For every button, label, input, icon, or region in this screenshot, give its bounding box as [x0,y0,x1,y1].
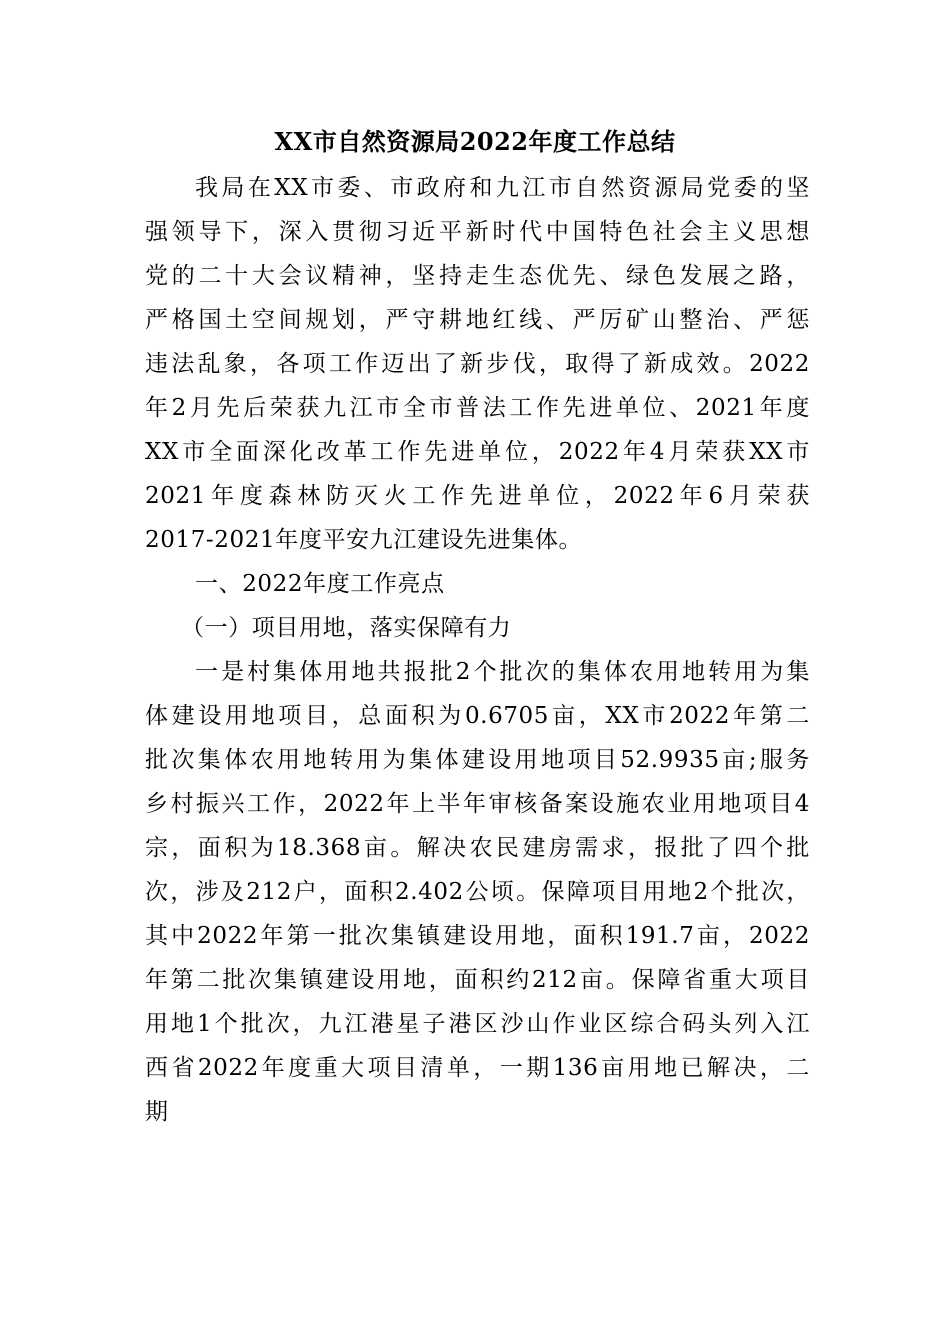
intro-line: 强领导下，深入贯彻习近平新时代中国特色社会主义思想 [145,219,810,245]
body-paragraph [145,650,810,1134]
intro-line: 年2月先后荣获九江市全市普法工作先进单位、2021年度 [145,395,810,421]
body-line: 体建设用地项目，总面积为0.6705亩，XX市2022年第二 [145,703,810,729]
intro-line: XX市全面深化改革工作先进单位，2022年4月荣获XX市 [145,439,810,465]
body-line: 其中2022年第一批次集镇建设用地，面积191.7亩，2022 [145,923,810,949]
body-line: 期 [145,1099,169,1125]
body-line: 乡村振兴工作，2022年上半年审核备案设施农业用地项目4 [145,791,810,817]
intro-line: 我局在XX市委、市政府和九江市自然资源局党委的坚 [195,175,810,201]
intro-line: 违法乱象，各项工作迈出了新步伐，取得了新成效。2022 [145,351,810,377]
intro-paragraph [145,166,810,562]
subsection-heading: （一）项目用地，落实保障有力 [181,615,512,641]
intro-line: 严格国土空间规划，严守耕地红线、严厉矿山整治、严惩 [145,307,810,333]
document-title: XX市自然资源局2022年度工作总结 [274,127,676,156]
body-line: 年第二批次集镇建设用地，面积约212亩。保障省重大项目 [145,967,810,993]
body-line: 西省2022年度重大项目清单，一期136亩用地已解决，二 [145,1055,810,1081]
section-heading: 一、2022年度工作亮点 [195,571,445,597]
body-line: 用地1个批次，九江港星子港区沙山作业区综合码头列入江 [145,1011,810,1037]
body-line: 宗，面积为18.368亩。解决农民建房需求，报批了四个批 [145,835,810,861]
intro-line: 2021年度森林防灭火工作先进单位，2022年6月荣获 [145,483,810,509]
body-line: 批次集体农用地转用为集体建设用地项目52.9935亩;服务 [145,747,810,773]
document-body [145,166,810,1134]
body-line: 一是村集体用地共报批2个批次的集体农用地转用为集 [195,659,810,685]
body-line: 次，涉及212户，面积2.402公顷。保障项目用地2个批次， [145,879,810,905]
intro-line: 2017-2021年度平安九江建设先进集体。 [145,527,583,553]
intro-line: 党的二十大会议精神，坚持走生态优先、绿色发展之路， [145,263,810,289]
